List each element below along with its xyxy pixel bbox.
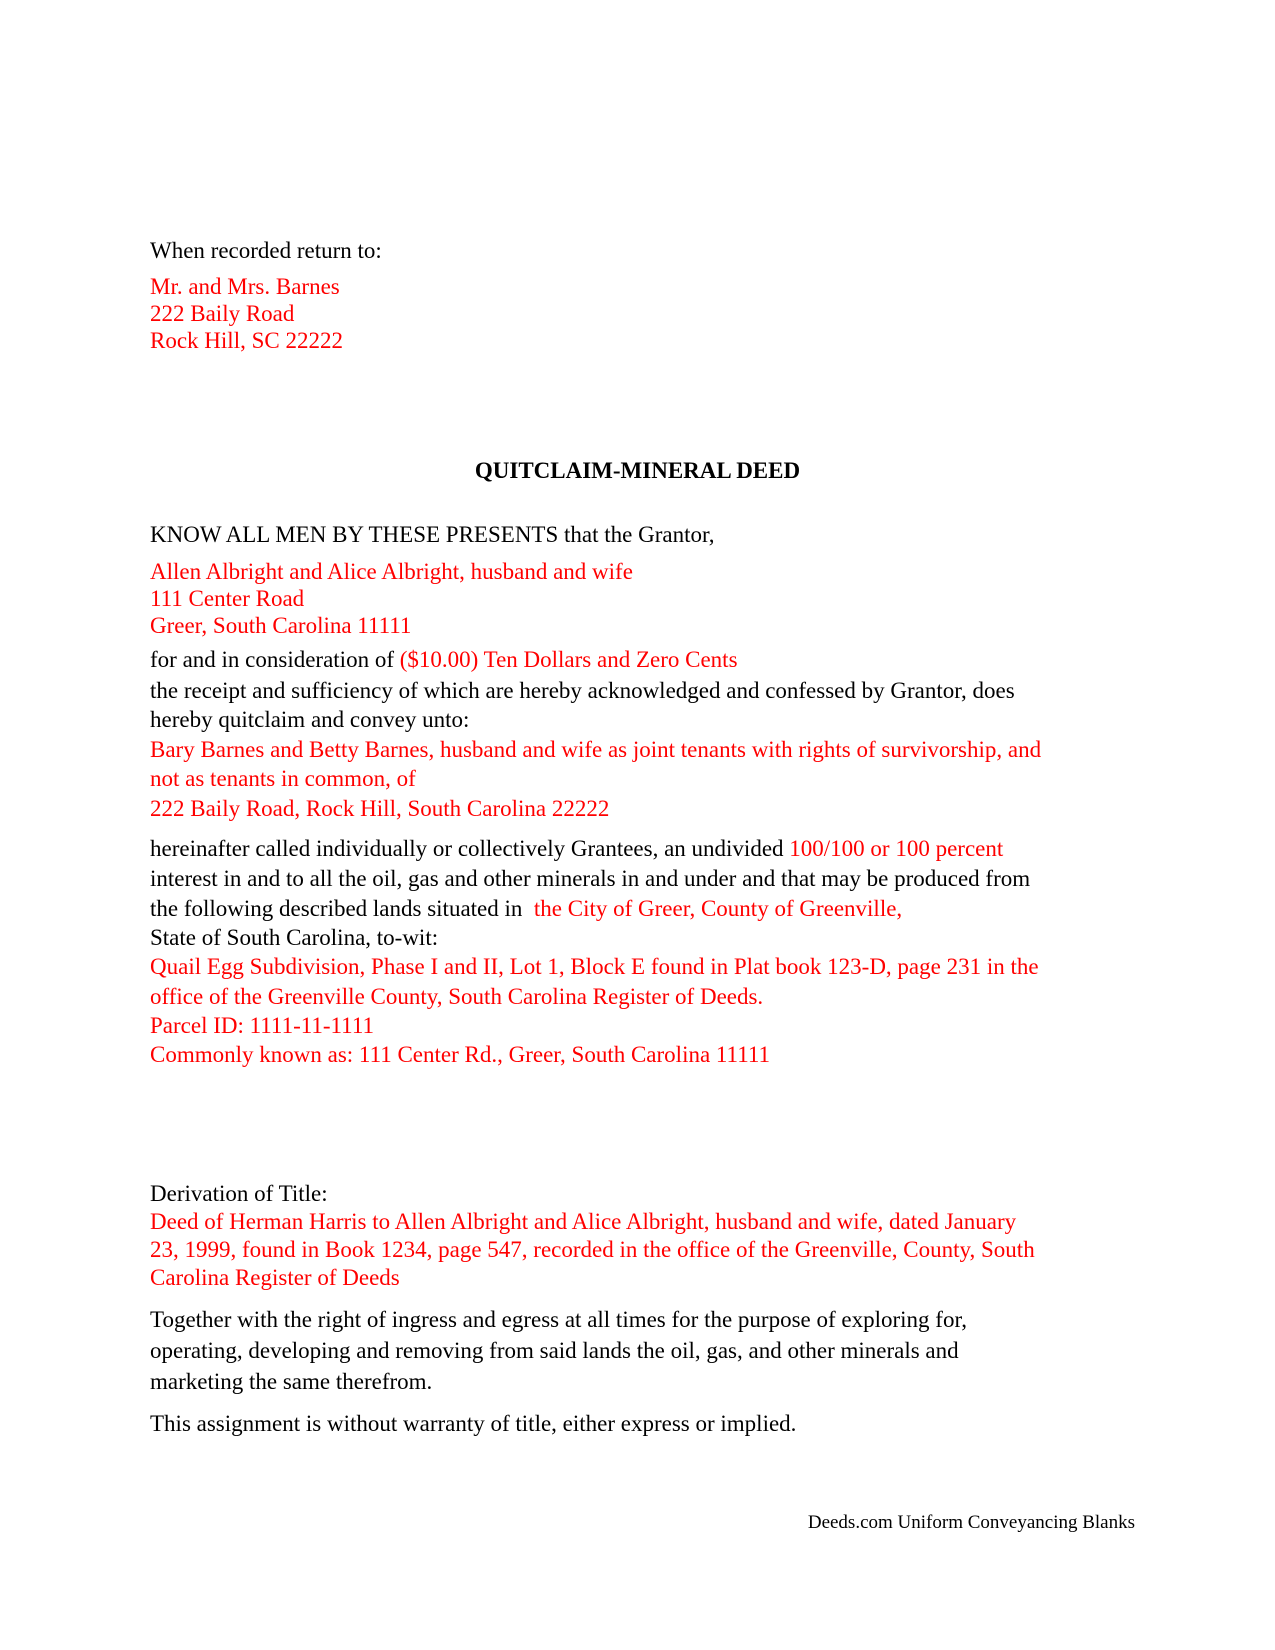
ingress-line-2: operating, developing and removing from said lands the oil, gas, and other minerals and <box>150 1338 959 1363</box>
return-to-address2: Rock Hill, SC 22222 <box>150 328 343 353</box>
consideration-amount: ($10.00) Ten Dollars and Zero Cents <box>399 647 738 672</box>
grantee-line-2: not as tenants in common, of <box>150 766 416 791</box>
warranty-statement: This assignment is without warranty of title, either express or implied. <box>150 1411 797 1436</box>
intro-text: KNOW ALL MEN BY THESE PRESENTS that the Grantor, <box>150 522 715 547</box>
footer-text: Deeds.com Uniform Conveyancing Blanks <box>807 1512 1135 1533</box>
commonly-known-as: Commonly known as: 111 Center Rd., Greer, South Carolina 11111 <box>150 1042 771 1067</box>
interest-line3-prefix: the following described lands situated in <box>150 896 523 921</box>
grantee-address: 222 Baily Road, Rock Hill, South Carolina 22222 <box>150 796 610 821</box>
receipt-line-2: hereby quitclaim and convey unto: <box>150 707 470 732</box>
derivation-line-1: Deed of Herman Harris to Allen Albright and Alice Albright, husband and wife, dated January <box>150 1209 1017 1234</box>
document-title: QUITCLAIM-MINERAL DEED <box>474 458 801 483</box>
parcel-id: Parcel ID: 1111-11-1111 <box>150 1013 374 1038</box>
ingress-line-3: marketing the same therefrom. <box>150 1369 433 1394</box>
interest-prefix: hereinafter called individually or collectively Grantees, an undivided <box>150 836 784 861</box>
consideration-line <box>150 645 738 675</box>
grantor-name: Allen Albright and Alice Albright, husband and wife <box>150 559 633 584</box>
return-to-name: Mr. and Mrs. Barnes <box>150 274 340 299</box>
return-to-label: When recorded return to: <box>150 238 382 263</box>
derivation-line-3: Carolina Register of Deeds <box>150 1265 400 1290</box>
interest-line-2: interest in and to all the oil, gas and other minerals in and under and that may be produced from <box>150 866 1031 891</box>
derivation-label: Derivation of Title: <box>150 1181 328 1206</box>
legal-description-line-1: Quail Egg Subdivision, Phase I and II, Lot 1, Block E found in Plat book 123-D, page 231 in the <box>150 954 1039 979</box>
property-location: the City of Greer, County of Greenville, <box>533 896 903 921</box>
grantor-address1: 111 Center Road <box>150 586 305 611</box>
return-to-address1: 222 Baily Road <box>150 301 295 326</box>
state-line: State of South Carolina, to-wit: <box>150 925 439 950</box>
derivation-line-2: 23, 1999, found in Book 1234, page 547, recorded in the office of the Greenville, County, South <box>150 1237 1035 1262</box>
grantee-line-1: Bary Barnes and Betty Barnes, husband and wife as joint tenants with rights of survivorship, and <box>150 737 1042 762</box>
grantor-address2: Greer, South Carolina 11111 <box>150 613 412 638</box>
receipt-line-1: the receipt and sufficiency of which are hereby acknowledged and confessed by Grantor, does <box>150 678 1015 703</box>
legal-description-line-2: office of the Greenville County, South Carolina Register of Deeds. <box>150 984 764 1009</box>
interest-value: 100/100 or 100 percent <box>789 836 1004 861</box>
interest-line-1 <box>150 834 1003 864</box>
consideration-prefix: for and in consideration of <box>150 647 394 672</box>
ingress-line-1: Together with the right of ingress and egress at all times for the purpose of exploring for, <box>150 1307 967 1332</box>
interest-line-3 <box>150 894 902 924</box>
